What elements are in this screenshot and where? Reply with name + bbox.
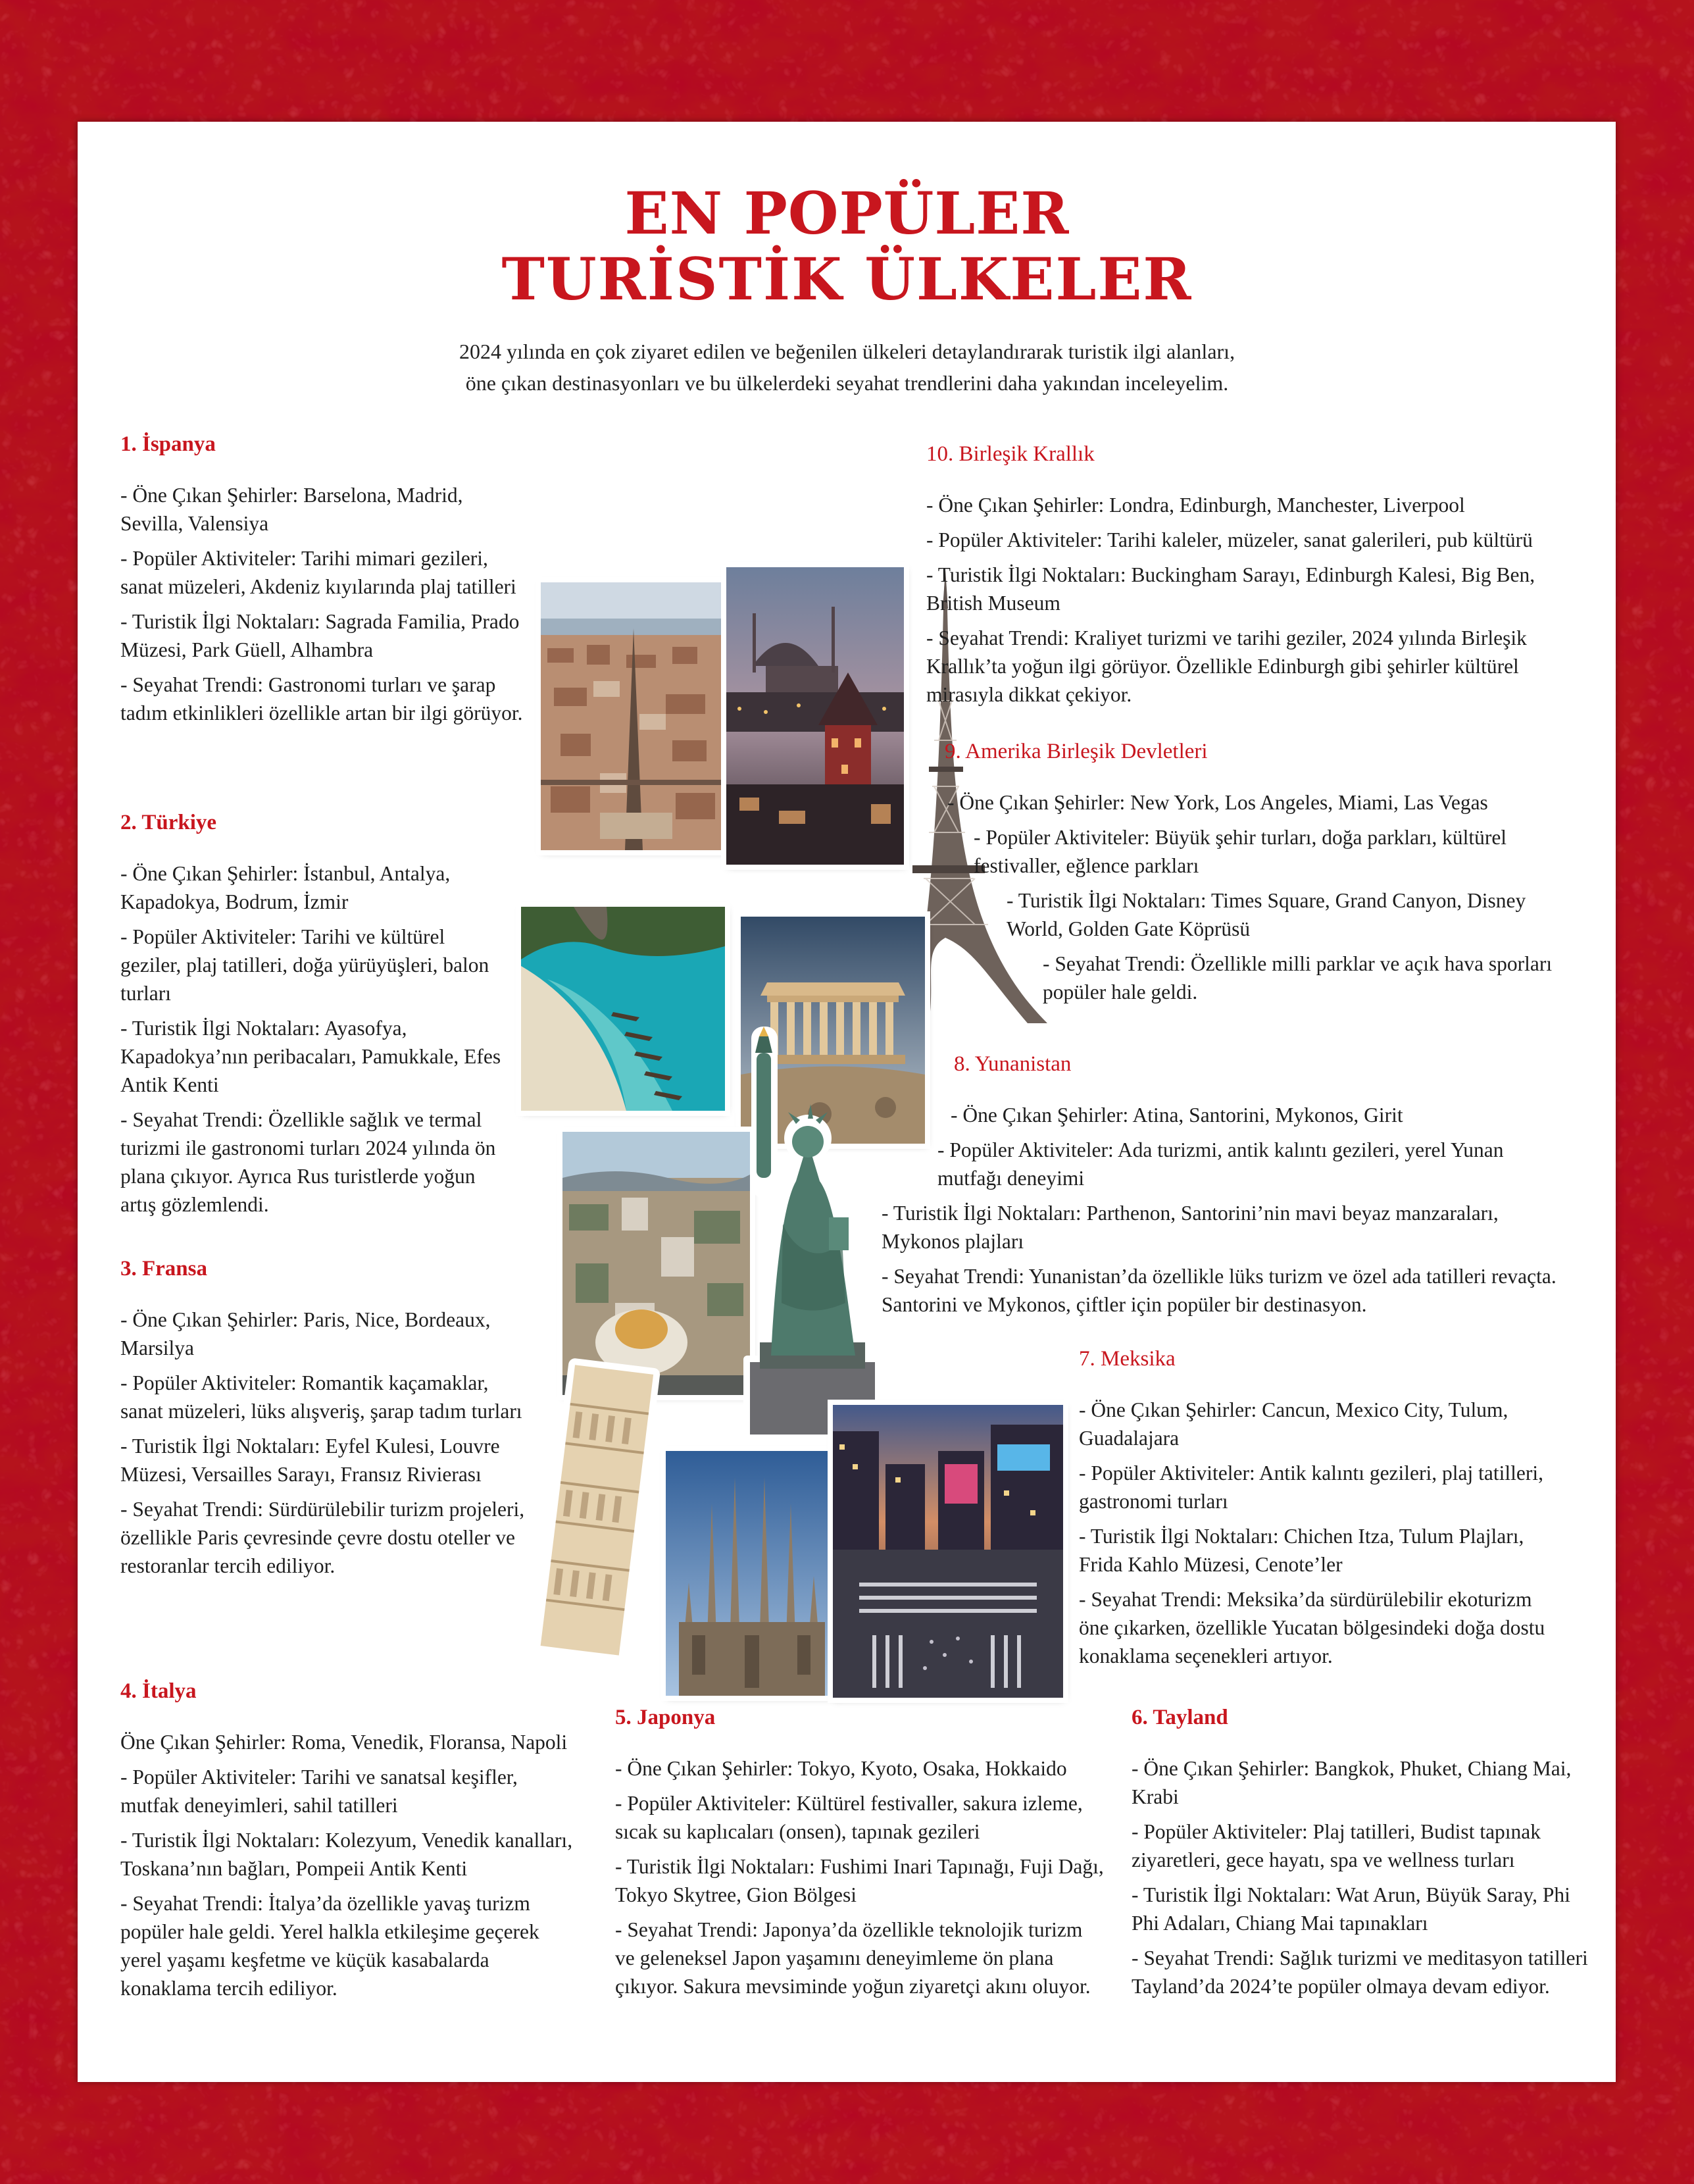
country-section-united-kingdom: [926, 441, 1558, 715]
travel-trend: - Seyahat Trendi: Kraliyet turizmi ve tarihi geziler, 2024 yılında Birleşik Krallık’ta yoğun ilgi görüyor. Özellikle Edinburgh gibi şehirler kültürel mirasıyla dikkat çekiyor.: [926, 626, 1527, 706]
country-heading: 3. Fransa: [120, 1257, 207, 1281]
country-heading: 1. İspanya: [120, 432, 216, 456]
featured-cities: - Öne Çıkan Şehirler: New York, Los Angeles, Miami, Las Vegas: [947, 791, 1488, 814]
barcelona-aerial-photo: [541, 582, 726, 850]
intro-line-2: öne çıkan destinasyonları ve bu ülkelerdeki seyahat trendlerini daha yakından inceleyelim.: [465, 371, 1229, 395]
travel-trend: - Seyahat Trendi: Özellikle sağlık ve termal turizmi ile gastronomi turları 2024 yılında ön plana çıkıyor. Ayrıca Rus turistlerde yoğun artış gözlemlendi.: [120, 1108, 496, 1216]
country-section-thailand: [1132, 1704, 1592, 2007]
title-line-2: TURİSTİK ÜLKELER: [501, 245, 1193, 313]
featured-cities: Öne Çıkan Şehirler: Roma, Venedik, Floransa, Napoli: [120, 1731, 568, 1754]
country-heading: 5. Japonya: [615, 1706, 716, 1729]
travel-trend: - Seyahat Trendi: Sürdürülebilir turizm projeleri, özellikle Paris çevresinde çevre dostu oteller ve restoranlar tercih ediliyor.: [120, 1498, 525, 1577]
country-section-greece: [882, 1051, 1559, 1325]
country-section-turkey: [120, 809, 502, 1225]
tourist-attractions: - Turistik İlgi Noktaları: Ayasofya, Kapadokya’nın peribacaları, Pamukkale, Efes Antik Kenti: [120, 1017, 501, 1096]
popular-activities: - Popüler Aktiviteler: Ada turizmi, antik kalıntı gezileri, yerel Yunan mutfağı deneyimi: [937, 1138, 1504, 1190]
country-section-usa: [941, 738, 1559, 1013]
tourist-attractions: - Turistik İlgi Noktaları: Times Square, Grand Canyon, Disney World, Golden Gate Köprüsü: [1007, 889, 1526, 940]
country-heading: 2. Türkiye: [120, 811, 217, 834]
tourist-attractions: - Turistik İlgi Noktaları: Kolezyum, Venedik kanalları, Toskana’nın bağları, Pompeii Antik Kenti: [120, 1829, 573, 1880]
travel-trend: - Seyahat Trendi: Meksika’da sürdürülebilir ekoturizm öne çıkarken, özellikle Yucatan bölgesindeki doğa dostu konaklama seçenekleri artıyor.: [1079, 1588, 1545, 1667]
country-section-france: [120, 1256, 528, 1587]
featured-cities: - Öne Çıkan Şehirler: Londra, Edinburgh, Manchester, Liverpool: [926, 494, 1465, 517]
featured-cities: - Öne Çıkan Şehirler: Cancun, Mexico City, Tulum, Guadalajara: [1079, 1398, 1508, 1450]
country-heading: 10. Birleşik Krallık: [926, 442, 1095, 466]
tourist-attractions: - Turistik İlgi Noktaları: Eyfel Kulesi, Louvre Müzesi, Versailles Sarayı, Fransız Rivierası: [120, 1435, 500, 1486]
tokyo-shibuya-photo: [833, 1405, 1063, 1698]
featured-cities: - Öne Çıkan Şehirler: Paris, Nice, Bordeaux, Marsilya: [120, 1308, 491, 1359]
travel-trend: - Seyahat Trendi: Japonya’da özellikle teknolojik turizm ve geleneksel Japon yaşamını deneyimleme ön plana çıkıyor. Sakura mevsiminde yoğun ziyaretçi akını oluyor.: [615, 1918, 1091, 1998]
popular-activities: - Popüler Aktiviteler: Tarihi mimari gezileri, sanat müzeleri, Akdeniz kıyılarında plaj tatilleri: [120, 547, 516, 598]
thailand-beach-photo: [521, 907, 725, 1111]
travel-trend: - Seyahat Trendi: Gastronomi turları ve şarap tadım etkinlikleri özellikle artan bir ilgi görüyor.: [120, 673, 523, 724]
popular-activities: - Popüler Aktiviteler: Tarihi kaleler, müzeler, sanat galerileri, pub kültürü: [926, 528, 1533, 551]
tourist-attractions: - Turistik İlgi Noktaları: Wat Arun, Büyük Saray, Phi Phi Adaları, Chiang Mai tapınakları: [1132, 1883, 1570, 1935]
title-line-1: EN POPÜLER: [624, 179, 1070, 247]
popular-activities: - Popüler Aktiviteler: Antik kalıntı gezileri, plaj tatilleri, gastronomi turları: [1079, 1461, 1543, 1513]
country-heading: 8. Yunanistan: [954, 1052, 1072, 1076]
country-section-japan: [615, 1704, 1105, 2007]
featured-cities: - Öne Çıkan Şehirler: Bangkok, Phuket, Chiang Mai, Krabi: [1132, 1757, 1572, 1808]
country-section-spain: [120, 431, 525, 734]
popular-activities: - Popüler Aktiviteler: Tarihi ve kültürel geziler, plaj tatilleri, doğa yürüyüşleri, balon turları: [120, 925, 489, 1005]
intro-line-1: 2024 yılında en çok ziyaret edilen ve beğenilen ülkeleri detaylandırarak turistik ilgi alanları,: [459, 340, 1235, 363]
country-section-mexico: [1079, 1346, 1553, 1677]
tourist-attractions: - Turistik İlgi Noktaları: Parthenon, Santorini’nin mavi beyaz manzaraları, Mykonos plajları: [882, 1202, 1499, 1253]
travel-trend: - Seyahat Trendi: İtalya’da özellikle yavaş turizm popüler hale geldi. Yerel halkla etkileşime geçerek yerel yaşamı keşfetme ve küçük kasabalarda konaklama tercih ediliyor.: [120, 1892, 539, 2000]
country-heading: 9. Amerika Birleşik Devletleri: [945, 740, 1208, 763]
featured-cities: - Öne Çıkan Şehirler: Tokyo, Kyoto, Osaka, Hokkaido: [615, 1757, 1067, 1780]
tourist-attractions: - Turistik İlgi Noktaları: Chichen Itza, Tulum Plajları, Frida Kahlo Müzesi, Cenote’ler: [1079, 1525, 1524, 1576]
featured-cities: - Öne Çıkan Şehirler: Atina, Santorini, Mykonos, Girit: [951, 1104, 1403, 1127]
sagrada-familia-photo: [666, 1451, 838, 1696]
popular-activities: - Popüler Aktiviteler: Romantik kaçamaklar, sanat müzeleri, lüks alışveriş, şarap tadım turları: [120, 1371, 522, 1423]
travel-trend: - Seyahat Trendi: Yunanistan’da özellikle lüks turizm ve özel ada tatilleri revaçta. Santorini ve Mykonos, çiftler için popüler bir destinasyon.: [882, 1265, 1557, 1316]
country-heading: 7. Meksika: [1079, 1347, 1176, 1371]
popular-activities: - Popüler Aktiviteler: Plaj tatilleri, Budist tapınak ziyaretleri, gece hayatı, spa ve wellness turları: [1132, 1820, 1541, 1871]
tourist-attractions: - Turistik İlgi Noktaları: Fushimi Inari Tapınağı, Fuji Dağı, Tokyo Skytree, Gion Bölgesi: [615, 1855, 1104, 1906]
travel-trend: - Seyahat Trendi: Sağlık turizmi ve meditasyon tatilleri Tayland’da 2024’te popüler olmaya devam ediyor.: [1132, 1946, 1588, 1998]
featured-cities: - Öne Çıkan Şehirler: Barselona, Madrid, Sevilla, Valensiya: [120, 484, 463, 535]
popular-activities: - Popüler Aktiviteler: Büyük şehir turları, doğa parkları, kültürel festivaller, eğlence parkları: [974, 826, 1507, 877]
intro-paragraph: [283, 336, 1411, 399]
leaning-tower-of-pisa-cutout: [538, 1349, 657, 1665]
country-heading: 6. Tayland: [1132, 1706, 1228, 1729]
country-heading: 4. İtalya: [120, 1679, 197, 1703]
statue-of-liberty-cutout: [730, 1027, 895, 1438]
travel-trend: - Seyahat Trendi: Özellikle milli parklar ve açık hava sporları popüler hale geldi.: [1043, 952, 1553, 1003]
popular-activities: - Popüler Aktiviteler: Kültürel festivaller, sakura izleme, sıcak su kaplıcaları (onsen), tapınak gezileri: [615, 1792, 1083, 1843]
tourist-attractions: - Turistik İlgi Noktaları: Buckingham Sarayı, Edinburgh Kalesi, Big Ben, British Museum: [926, 563, 1535, 615]
popular-activities: - Popüler Aktiviteler: Tarihi ve sanatsal keşifler, mutfak deneyimleri, sahil tatilleri: [120, 1765, 518, 1817]
country-section-italy: [120, 1678, 581, 2009]
tourist-attractions: - Turistik İlgi Noktaları: Sagrada Familia, Prado Müzesi, Park Güell, Alhambra: [120, 610, 520, 661]
featured-cities: - Öne Çıkan Şehirler: İstanbul, Antalya, Kapadokya, Bodrum, İzmir: [120, 862, 451, 913]
